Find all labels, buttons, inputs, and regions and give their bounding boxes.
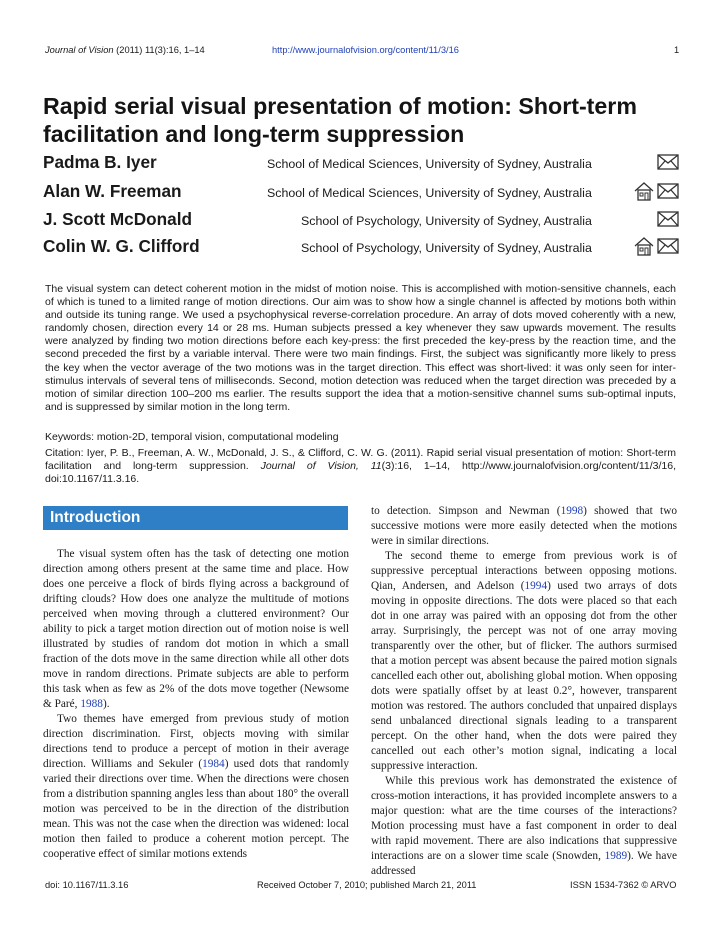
- page-number: 1: [674, 45, 680, 55]
- paragraph: The visual system often has the task of detecting one motion direction among others present at the same time and place. How does one perceive a flock of birds flying across a background of drifting clouds? How does one analyze the multitude of motions perceived when moving through a cluttered environment? Our ability to pick a target motion direction out of motion noise is well illustrated by studies of random dot motion in which a small fraction of the dots move in the same direction while all other dots move in random directions. Primate subjects are able to perform this task when as few as 2% of the dots move together (Newsome & Paré, 1988).: [43, 548, 349, 710]
- keywords: Keywords: motion-2D, temporal vision, computational modeling: [45, 431, 339, 443]
- author-name: J. Scott McDonald: [43, 209, 192, 229]
- paragraph: Two themes have emerged from previous study of motion direction discrimination. First, objects moving with similar directions tend to produce a percept of motion in their average direction. Williams and Sekuler (1984) used dots that randomly varied their directions over time. When the directions were chosen from a distribution spanning angles less than about 180° the overall motion was perceived to be in the direction of the distribution mean. This was not the case when the direction was widened: local motion then failed to produce a coherent motion percept. The cooperative effect of similar motions extends: [43, 713, 349, 860]
- author-affiliation: School of Medical Sciences, University of Sydney, Australia: [267, 186, 592, 200]
- author-affiliation: School of Psychology, University of Sydney, Australia: [301, 241, 592, 255]
- author-row: [43, 236, 679, 260]
- author-affiliation: School of Medical Sciences, University of Sydney, Australia: [267, 157, 592, 171]
- footer-doi: doi: 10.1167/11.3.16: [45, 880, 129, 890]
- reference-link[interactable]: 1998: [560, 505, 584, 517]
- home-page-icon[interactable]: [633, 181, 655, 201]
- paragraph: While this previous work has demonstrated the existence of cross-motion interactions, it has provided incomplete answers to a major question: what are the time courses of the interactions? Motion processing must have a fast component in order to deal with rapid movement. There are also indications that suppressive interactions are on a slower time scale (Snowden, 1989). We have addressed: [371, 775, 677, 877]
- author-row: [43, 209, 679, 233]
- reference-link[interactable]: 1988: [80, 698, 103, 710]
- author-name: Alan W. Freeman: [43, 181, 182, 201]
- body-column-left: [43, 547, 349, 862]
- citation-journal: Journal of Vision, 11: [260, 460, 382, 473]
- abstract: The visual system can detect coherent motion in the midst of motion noise. This is accomplished with motion-sensitive channels, each of which is tuned to a limited range of motion directions. Our aim was to show how a single channel is affected by motions both within and outside its tuning range. We used a psychophysical reverse-correlation procedure. An array of dots moved coherently with a new, randomly chosen, direction every 14 or 28 ms. Human subjects pressed a key whenever they saw upwards movement. The results were analyzed by finding two motion directions before each key-press: the first preceded the key-press by the reaction time, and the second preceded the first by a variable interval. There were two main findings. First, the subject was significantly more likely to press the key when the vector average of the two motions was in the target direction. This effect was short-lived: it was only seen for inter-stimulus intervals of several tens of milliseconds. Second, motion detection was reduced when the target direction was preceded by a motion of similar direction 100–200 ms earlier. The results support the idea that a motion-sensitive channel sums sub-optimal inputs, and is suppressed by similar motion in the long term.: [45, 283, 676, 413]
- author-name: Colin W. G. Clifford: [43, 236, 200, 256]
- reference-link[interactable]: 1989: [604, 850, 628, 862]
- author-row: [43, 152, 679, 176]
- journal-name: Journal of Vision: [45, 45, 114, 55]
- footer-issn: ISSN 1534-7362 © ARVO: [570, 880, 677, 890]
- reference-link[interactable]: 1994: [524, 580, 548, 592]
- author-row: [43, 181, 679, 205]
- paragraph: to detection. Simpson and Newman (1998) showed that two successive motions were more easily detected when the motions were in similar directions.: [371, 505, 677, 547]
- body-column-right: [371, 504, 677, 879]
- section-heading-introduction: Introduction: [43, 506, 348, 530]
- journal-volume: (2011) 11(3):16, 1–14: [116, 45, 205, 55]
- footer-received: Received October 7, 2010; published March 21, 2011: [257, 880, 477, 890]
- home-page-icon[interactable]: [633, 236, 655, 256]
- reference-link[interactable]: 1984: [202, 758, 225, 770]
- article-url-link[interactable]: http://www.journalofvision.org/content/11/3/16: [272, 45, 459, 55]
- running-header-journal: [45, 45, 205, 55]
- citation: Citation: Iyer, P. B., Freeman, A. W., McDonald, J. S., & Clifford, C. W. G. (2011). Rapid serial visual presentation of motion: Short-term facilitation and long-term suppression. Journal of Vision, 11(3):16, 1–14, http://www.journalofvision.org/content/11/3/16, doi:10.1167/11.3.16.: [45, 447, 676, 486]
- author-name: Padma B. Iyer: [43, 152, 157, 172]
- paragraph: The second theme to emerge from previous work is of suppressive perceptual interactions between opposing motions. Qian, Andersen, and Adelson (1994) used two arrays of dots moving in opposite directions. The dots were placed so that each dot in one array was paired with an opposing dot from the other array. Surprisingly, the percept was not of one array moving transparently over the other, but of flicker. The authors surmised that a motion percept was absent because the paired motion signals cancelled each other out, abolishing global motion. When opposing dots were spatially offset by at least 0.2°, however, transparent motion was restored. The authors concluded that unpaired displays send unbalanced directional signals leading to a transparent percept. On the other hand, when the dots were paired they cancelled out each other’s motion signal, indicating a local suppressive interaction.: [371, 550, 677, 772]
- citation-label: Citation:: [45, 447, 84, 459]
- author-affiliation: School of Psychology, University of Sydney, Australia: [301, 214, 592, 228]
- email-icon[interactable]: [657, 209, 679, 229]
- article-title: Rapid serial visual presentation of motion: Short-term facilitation and long-term suppression: [43, 93, 637, 147]
- email-icon[interactable]: [657, 181, 679, 201]
- email-icon[interactable]: [657, 236, 679, 256]
- email-icon[interactable]: [657, 152, 679, 172]
